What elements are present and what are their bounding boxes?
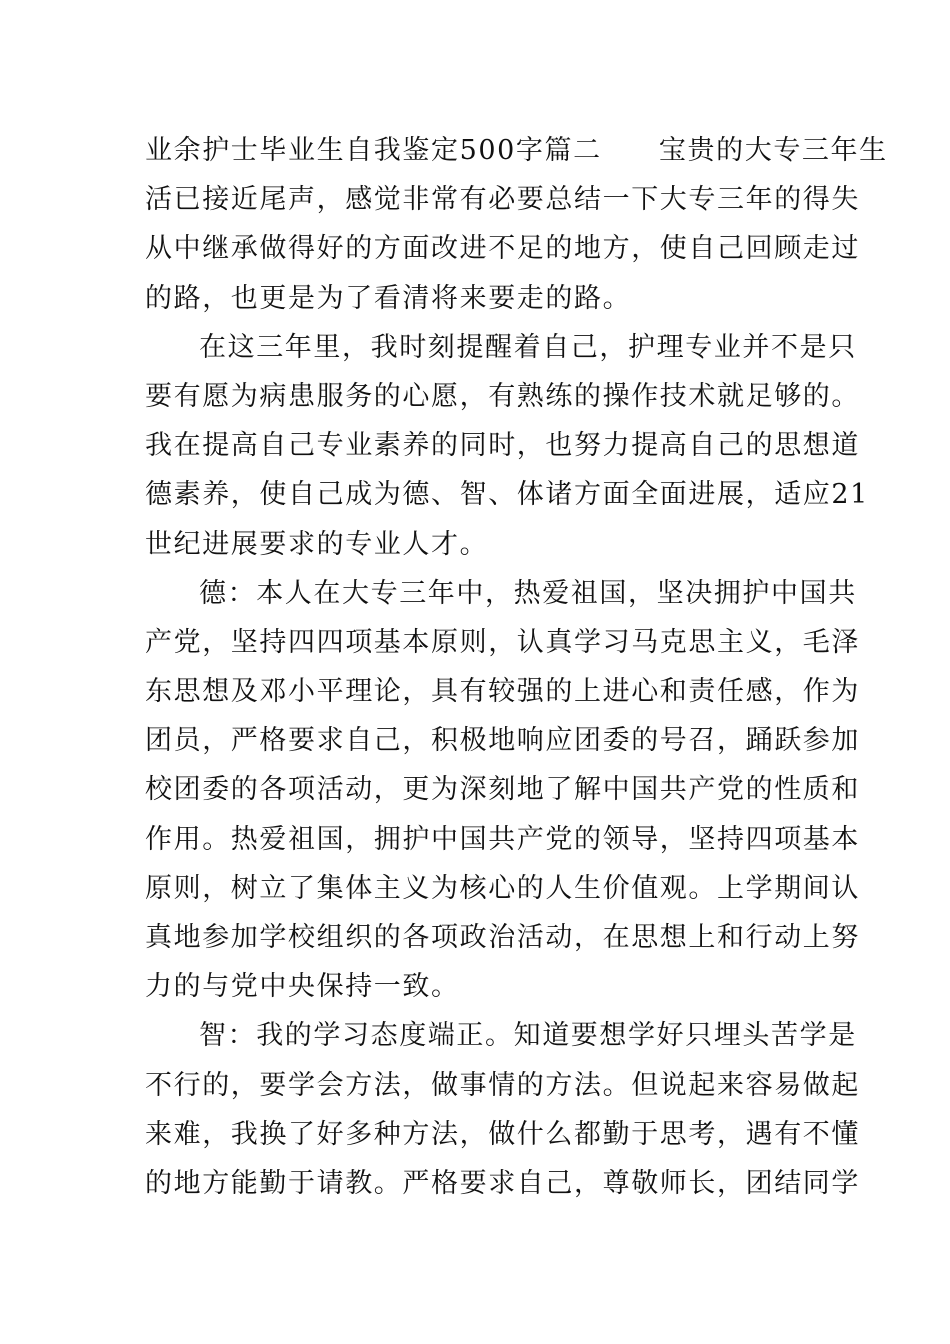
text-line: 德素养，使自己成为德、智、体诸方面全面进展，适应21 [145,479,869,511]
text-line: 团员，严格要求自己，积极地响应团委的号召，踊跃参加 [145,725,860,757]
text-line: 在这三年里，我时刻提醒着自己，护理专业并不是只 [199,331,857,363]
text-line: 东思想及邓小平理论，具有较强的上进心和责任感，作为 [145,676,860,708]
text-line: 力的与党中央保持一致。 [145,971,460,1003]
text-line: 作用。热爱祖国，拥护中国共产党的领导，坚持四项基本 [145,823,860,855]
text-line: 我在提高自己专业素养的同时，也努力提高自己的思想道 [145,430,860,462]
text-line: 原则，树立了集体主义为核心的人生价值观。上学期间认 [145,872,860,904]
text-line: 智：我的学习态度端正。知道要想学好只埋头苦学是 [199,1020,857,1052]
text-line: 产党，坚持四四项基本原则，认真学习马克思主义，毛泽 [145,626,860,658]
text-line: 要有愿为病患服务的心愿，有熟练的操作技术就足够的。 [145,380,860,412]
text-line: 的地方能勤于请教。严格要求自己，尊敬师长，团结同学 [145,1167,860,1199]
text-line: 的路，也更是为了看清将来要走的路。 [145,282,632,314]
text-line: 业余护士毕业生自我鉴定500字篇二 宝贵的大专三年生 [145,135,888,166]
text-line: 从中继承做得好的方面改进不足的地方，使自己回顾走过 [145,233,860,265]
text-line: 真地参加学校组织的各项政治活动，在思想上和行动上努 [145,922,860,953]
text-line: 世纪进展要求的专业人才。 [145,528,489,560]
document-body [145,126,888,1208]
text-line: 不行的，要学会方法，做事情的方法。但说起来容易做起 [145,1069,860,1101]
text-line: 来难，我换了好多种方法，做什么都勤于思考，遇有不懂 [145,1118,860,1150]
text-line: 活已接近尾声，感觉非常有必要总结一下大专三年的得失 [145,184,860,216]
text-line: 德：本人在大专三年中，热爱祖国，坚决拥护中国共 [199,577,857,609]
text-line: 校团委的各项活动，更为深刻地了解中国共产党的性质和 [145,774,860,806]
